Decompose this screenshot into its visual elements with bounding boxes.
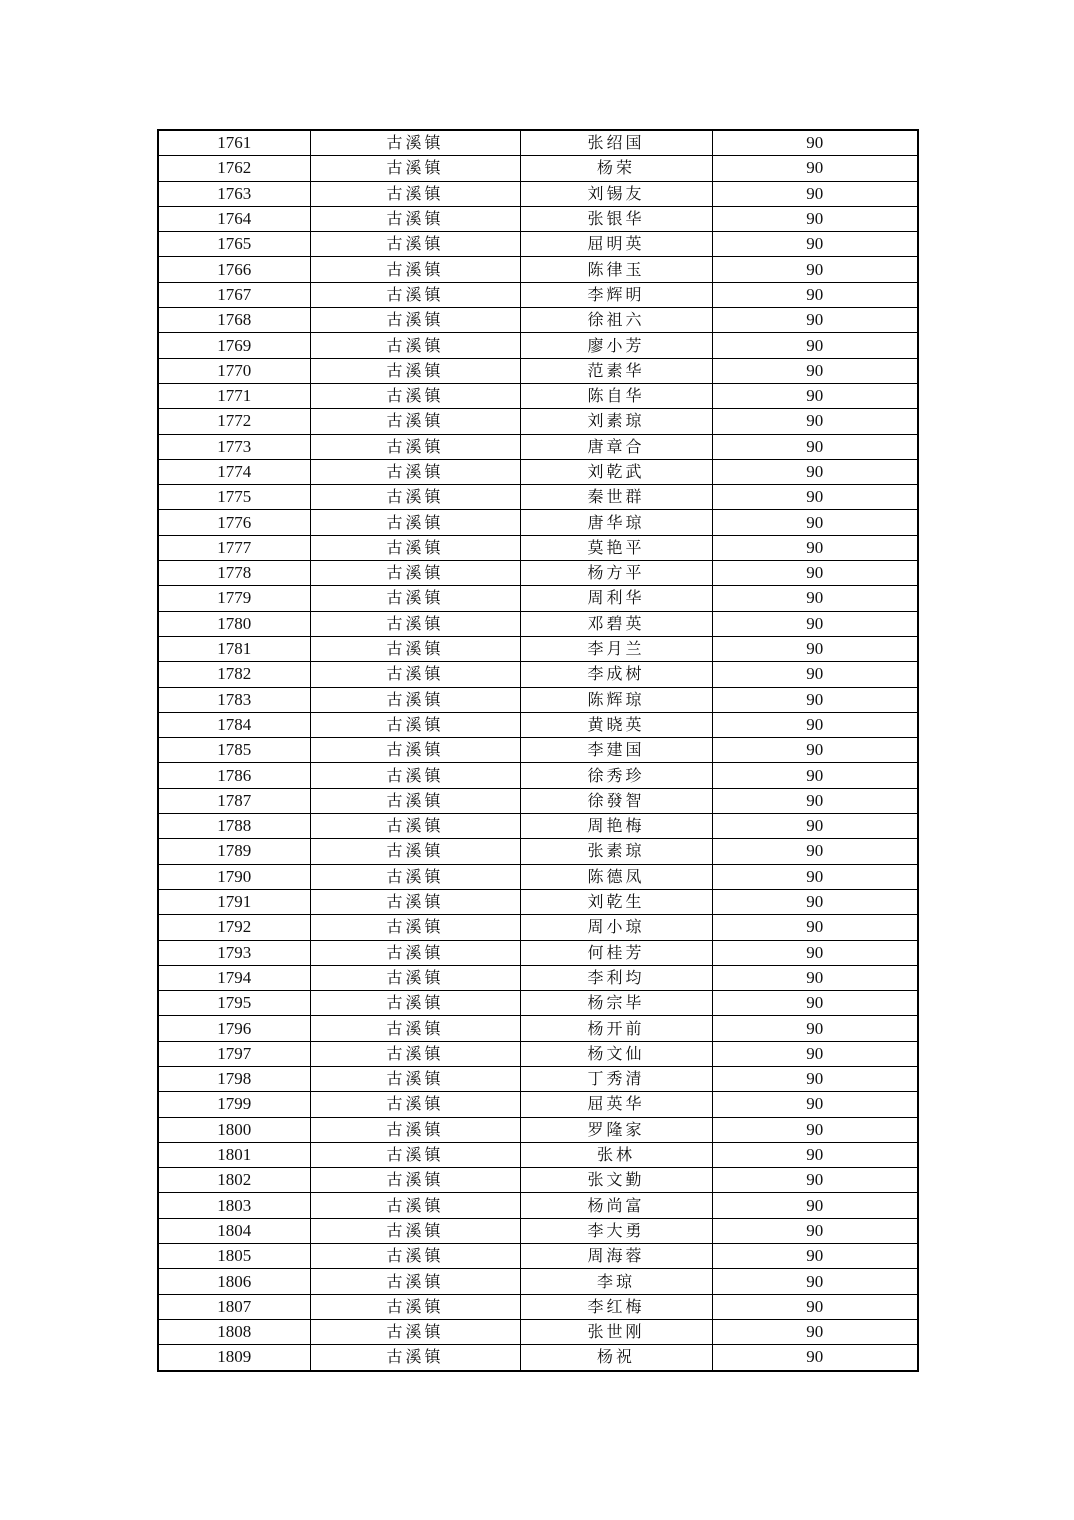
town-cell: 古溪镇 [310, 687, 520, 712]
row-number-cell: 1804 [158, 1218, 310, 1243]
table-row [158, 333, 918, 358]
town-cell: 古溪镇 [310, 459, 520, 484]
score-cell: 90 [712, 156, 918, 181]
name-cell: 何桂芳 [520, 940, 712, 965]
score-cell: 90 [712, 763, 918, 788]
score-cell: 90 [712, 510, 918, 535]
name-cell: 杨宗毕 [520, 991, 712, 1016]
name-cell: 周海蓉 [520, 1244, 712, 1269]
row-number-cell: 1793 [158, 940, 310, 965]
town-cell: 古溪镇 [310, 991, 520, 1016]
table-row [158, 510, 918, 535]
score-cell: 90 [712, 1244, 918, 1269]
town-cell: 古溪镇 [310, 1142, 520, 1167]
name-cell: 陈自华 [520, 383, 712, 408]
row-number-cell: 1762 [158, 156, 310, 181]
score-cell: 90 [712, 1092, 918, 1117]
score-cell: 90 [712, 206, 918, 231]
name-cell: 丁秀清 [520, 1066, 712, 1091]
name-cell: 李琼 [520, 1269, 712, 1294]
name-cell: 李利均 [520, 965, 712, 990]
table-row [158, 586, 918, 611]
row-number-cell: 1775 [158, 485, 310, 510]
town-cell: 古溪镇 [310, 636, 520, 661]
row-number-cell: 1807 [158, 1294, 310, 1319]
row-number-cell: 1771 [158, 383, 310, 408]
row-number-cell: 1783 [158, 687, 310, 712]
table-row [158, 636, 918, 661]
score-cell: 90 [712, 1066, 918, 1091]
row-number-cell: 1767 [158, 282, 310, 307]
name-cell: 杨方平 [520, 561, 712, 586]
name-cell: 杨开前 [520, 1016, 712, 1041]
name-cell: 杨祝 [520, 1345, 712, 1371]
score-cell: 90 [712, 383, 918, 408]
table-row [158, 839, 918, 864]
score-cell: 90 [712, 130, 918, 156]
table-row [158, 1142, 918, 1167]
score-cell: 90 [712, 1345, 918, 1371]
score-cell: 90 [712, 459, 918, 484]
town-cell: 古溪镇 [310, 181, 520, 206]
row-number-cell: 1779 [158, 586, 310, 611]
row-number-cell: 1801 [158, 1142, 310, 1167]
row-number-cell: 1798 [158, 1066, 310, 1091]
town-cell: 古溪镇 [310, 1319, 520, 1344]
name-cell: 屈英华 [520, 1092, 712, 1117]
score-cell: 90 [712, 788, 918, 813]
row-number-cell: 1761 [158, 130, 310, 156]
score-cell: 90 [712, 636, 918, 661]
table-row [158, 232, 918, 257]
row-number-cell: 1773 [158, 434, 310, 459]
row-number-cell: 1791 [158, 889, 310, 914]
score-cell: 90 [712, 535, 918, 560]
row-number-cell: 1787 [158, 788, 310, 813]
town-cell: 古溪镇 [310, 232, 520, 257]
score-cell: 90 [712, 333, 918, 358]
table-row [158, 814, 918, 839]
score-cell: 90 [712, 1218, 918, 1243]
name-cell: 唐华琼 [520, 510, 712, 535]
table-row [158, 535, 918, 560]
town-cell: 古溪镇 [310, 940, 520, 965]
name-cell: 莫艳平 [520, 535, 712, 560]
score-cell: 90 [712, 308, 918, 333]
row-number-cell: 1776 [158, 510, 310, 535]
table-row [158, 1244, 918, 1269]
name-cell: 陈德凤 [520, 864, 712, 889]
town-cell: 古溪镇 [310, 1168, 520, 1193]
row-number-cell: 1796 [158, 1016, 310, 1041]
score-cell: 90 [712, 358, 918, 383]
table-row [158, 662, 918, 687]
table-row [158, 1345, 918, 1371]
name-cell: 徐發智 [520, 788, 712, 813]
table-row [158, 181, 918, 206]
town-cell: 古溪镇 [310, 485, 520, 510]
name-cell: 杨文仙 [520, 1041, 712, 1066]
name-cell: 张林 [520, 1142, 712, 1167]
roster-table [157, 129, 919, 1372]
town-cell: 古溪镇 [310, 282, 520, 307]
table-row [158, 1168, 918, 1193]
town-cell: 古溪镇 [310, 383, 520, 408]
row-number-cell: 1778 [158, 561, 310, 586]
row-number-cell: 1777 [158, 535, 310, 560]
name-cell: 屈明英 [520, 232, 712, 257]
town-cell: 古溪镇 [310, 788, 520, 813]
row-number-cell: 1805 [158, 1244, 310, 1269]
town-cell: 古溪镇 [310, 358, 520, 383]
score-cell: 90 [712, 965, 918, 990]
town-cell: 古溪镇 [310, 814, 520, 839]
town-cell: 古溪镇 [310, 1041, 520, 1066]
town-cell: 古溪镇 [310, 409, 520, 434]
score-cell: 90 [712, 1269, 918, 1294]
town-cell: 古溪镇 [310, 662, 520, 687]
row-number-cell: 1795 [158, 991, 310, 1016]
table-row [158, 788, 918, 813]
row-number-cell: 1772 [158, 409, 310, 434]
row-number-cell: 1790 [158, 864, 310, 889]
name-cell: 周艳梅 [520, 814, 712, 839]
score-cell: 90 [712, 282, 918, 307]
row-number-cell: 1808 [158, 1319, 310, 1344]
score-cell: 90 [712, 1319, 918, 1344]
town-cell: 古溪镇 [310, 586, 520, 611]
town-cell: 古溪镇 [310, 156, 520, 181]
row-number-cell: 1786 [158, 763, 310, 788]
table-row [158, 409, 918, 434]
score-cell: 90 [712, 611, 918, 636]
row-number-cell: 1781 [158, 636, 310, 661]
score-cell: 90 [712, 586, 918, 611]
table-row [158, 358, 918, 383]
row-number-cell: 1769 [158, 333, 310, 358]
table-row [158, 459, 918, 484]
score-cell: 90 [712, 1016, 918, 1041]
town-cell: 古溪镇 [310, 1218, 520, 1243]
town-cell: 古溪镇 [310, 535, 520, 560]
name-cell: 杨荣 [520, 156, 712, 181]
table-row [158, 991, 918, 1016]
town-cell: 古溪镇 [310, 965, 520, 990]
row-number-cell: 1784 [158, 712, 310, 737]
town-cell: 古溪镇 [310, 130, 520, 156]
name-cell: 秦世群 [520, 485, 712, 510]
name-cell: 李辉明 [520, 282, 712, 307]
town-cell: 古溪镇 [310, 1269, 520, 1294]
row-number-cell: 1809 [158, 1345, 310, 1371]
table-row [158, 434, 918, 459]
town-cell: 古溪镇 [310, 333, 520, 358]
row-number-cell: 1764 [158, 206, 310, 231]
score-cell: 90 [712, 1193, 918, 1218]
table-row [158, 712, 918, 737]
table-row [158, 1016, 918, 1041]
score-cell: 90 [712, 1294, 918, 1319]
town-cell: 古溪镇 [310, 763, 520, 788]
score-cell: 90 [712, 257, 918, 282]
town-cell: 古溪镇 [310, 915, 520, 940]
roster-body [158, 130, 918, 1371]
town-cell: 古溪镇 [310, 864, 520, 889]
town-cell: 古溪镇 [310, 257, 520, 282]
row-number-cell: 1782 [158, 662, 310, 687]
row-number-cell: 1766 [158, 257, 310, 282]
name-cell: 张世刚 [520, 1319, 712, 1344]
row-number-cell: 1799 [158, 1092, 310, 1117]
name-cell: 周小琼 [520, 915, 712, 940]
row-number-cell: 1789 [158, 839, 310, 864]
table-row [158, 738, 918, 763]
name-cell: 刘素琼 [520, 409, 712, 434]
town-cell: 古溪镇 [310, 839, 520, 864]
town-cell: 古溪镇 [310, 1066, 520, 1091]
table-row [158, 1294, 918, 1319]
row-number-cell: 1803 [158, 1193, 310, 1218]
town-cell: 古溪镇 [310, 1294, 520, 1319]
row-number-cell: 1763 [158, 181, 310, 206]
table-row [158, 1117, 918, 1142]
table-row [158, 1269, 918, 1294]
name-cell: 范素华 [520, 358, 712, 383]
row-number-cell: 1788 [158, 814, 310, 839]
table-row [158, 485, 918, 510]
table-row [158, 1066, 918, 1091]
table-row [158, 130, 918, 156]
score-cell: 90 [712, 485, 918, 510]
score-cell: 90 [712, 181, 918, 206]
name-cell: 唐章合 [520, 434, 712, 459]
name-cell: 刘乾武 [520, 459, 712, 484]
score-cell: 90 [712, 839, 918, 864]
score-cell: 90 [712, 1142, 918, 1167]
table-row [158, 864, 918, 889]
name-cell: 周利华 [520, 586, 712, 611]
score-cell: 90 [712, 814, 918, 839]
score-cell: 90 [712, 940, 918, 965]
table-row [158, 1092, 918, 1117]
town-cell: 古溪镇 [310, 434, 520, 459]
town-cell: 古溪镇 [310, 712, 520, 737]
name-cell: 廖小芳 [520, 333, 712, 358]
row-number-cell: 1797 [158, 1041, 310, 1066]
name-cell: 张绍国 [520, 130, 712, 156]
table-row [158, 889, 918, 914]
table-row [158, 1319, 918, 1344]
table-row [158, 965, 918, 990]
town-cell: 古溪镇 [310, 1193, 520, 1218]
row-number-cell: 1785 [158, 738, 310, 763]
table-row [158, 561, 918, 586]
name-cell: 刘乾生 [520, 889, 712, 914]
name-cell: 李建国 [520, 738, 712, 763]
name-cell: 李月兰 [520, 636, 712, 661]
score-cell: 90 [712, 738, 918, 763]
score-cell: 90 [712, 1117, 918, 1142]
town-cell: 古溪镇 [310, 738, 520, 763]
name-cell: 张素琼 [520, 839, 712, 864]
table-row [158, 257, 918, 282]
name-cell: 张银华 [520, 206, 712, 231]
table-row [158, 206, 918, 231]
table-row [158, 1218, 918, 1243]
row-number-cell: 1770 [158, 358, 310, 383]
table-row [158, 1041, 918, 1066]
score-cell: 90 [712, 1041, 918, 1066]
town-cell: 古溪镇 [310, 1244, 520, 1269]
score-cell: 90 [712, 1168, 918, 1193]
score-cell: 90 [712, 687, 918, 712]
town-cell: 古溪镇 [310, 510, 520, 535]
name-cell: 邓碧英 [520, 611, 712, 636]
name-cell: 李红梅 [520, 1294, 712, 1319]
town-cell: 古溪镇 [310, 611, 520, 636]
name-cell: 陈律玉 [520, 257, 712, 282]
name-cell: 李成树 [520, 662, 712, 687]
name-cell: 张文勤 [520, 1168, 712, 1193]
score-cell: 90 [712, 232, 918, 257]
row-number-cell: 1768 [158, 308, 310, 333]
name-cell: 罗隆家 [520, 1117, 712, 1142]
table-row [158, 156, 918, 181]
name-cell: 黄晓英 [520, 712, 712, 737]
name-cell: 杨尚富 [520, 1193, 712, 1218]
score-cell: 90 [712, 889, 918, 914]
score-cell: 90 [712, 662, 918, 687]
table-row [158, 611, 918, 636]
score-cell: 90 [712, 991, 918, 1016]
name-cell: 陈辉琼 [520, 687, 712, 712]
table-row [158, 763, 918, 788]
score-cell: 90 [712, 434, 918, 459]
row-number-cell: 1774 [158, 459, 310, 484]
table-row [158, 940, 918, 965]
row-number-cell: 1800 [158, 1117, 310, 1142]
table-row [158, 915, 918, 940]
row-number-cell: 1802 [158, 1168, 310, 1193]
name-cell: 徐秀珍 [520, 763, 712, 788]
score-cell: 90 [712, 915, 918, 940]
score-cell: 90 [712, 712, 918, 737]
table-row [158, 282, 918, 307]
town-cell: 古溪镇 [310, 561, 520, 586]
row-number-cell: 1792 [158, 915, 310, 940]
name-cell: 李大勇 [520, 1218, 712, 1243]
name-cell: 徐祖六 [520, 308, 712, 333]
row-number-cell: 1780 [158, 611, 310, 636]
row-number-cell: 1765 [158, 232, 310, 257]
table-row [158, 308, 918, 333]
town-cell: 古溪镇 [310, 206, 520, 231]
name-cell: 刘锡友 [520, 181, 712, 206]
town-cell: 古溪镇 [310, 1345, 520, 1371]
town-cell: 古溪镇 [310, 1117, 520, 1142]
row-number-cell: 1806 [158, 1269, 310, 1294]
score-cell: 90 [712, 864, 918, 889]
score-cell: 90 [712, 561, 918, 586]
table-row [158, 1193, 918, 1218]
town-cell: 古溪镇 [310, 1016, 520, 1041]
row-number-cell: 1794 [158, 965, 310, 990]
town-cell: 古溪镇 [310, 1092, 520, 1117]
table-row [158, 383, 918, 408]
town-cell: 古溪镇 [310, 308, 520, 333]
town-cell: 古溪镇 [310, 889, 520, 914]
table-row [158, 687, 918, 712]
score-cell: 90 [712, 409, 918, 434]
